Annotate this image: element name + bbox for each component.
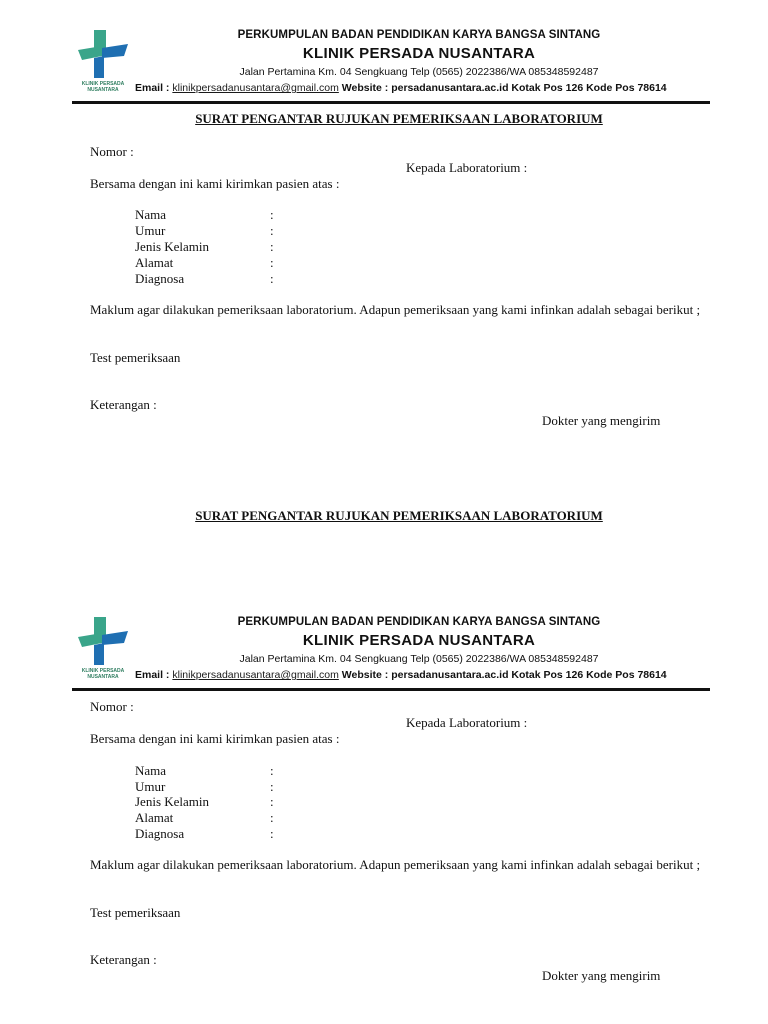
kepada-label: Kepada Laboratorium : (406, 160, 528, 175)
test-label: Test pemeriksaan (90, 905, 181, 920)
keterangan-label: Keterangan : (90, 397, 157, 412)
field-umur-label: Umur (135, 223, 166, 238)
form-title: SURAT PENGANTAR RUJUKAN PEMERIKSAAN LABORATORIUM (195, 111, 603, 126)
email-label: Email : (135, 669, 170, 681)
website-text: persadanusantara.ac.id Kotak Pos 126 Kode Pos 78614 (391, 82, 667, 94)
logo-text: KLINIK PERSADA NUSANTARA (81, 81, 125, 93)
field-nama-label: Nama (135, 763, 167, 778)
field-jenis-kelamin-label: Jenis Kelamin (135, 794, 210, 809)
signature-label: Dokter yang mengirim (542, 413, 661, 428)
field-jenis-kelamin-label: Jenis Kelamin (135, 239, 210, 254)
field-diagnosa-label: Diagnosa (135, 271, 185, 286)
kepada-label: Kepada Laboratorium : (406, 715, 528, 730)
email-link[interactable]: klinikpersadanusantara@gmail.com (172, 82, 339, 94)
field-nama-colon: : (270, 207, 274, 222)
logo-text: KLINIK PERSADA NUSANTARA (81, 668, 125, 680)
contact-line (135, 669, 667, 681)
form-title-repeat: SURAT PENGANTAR RUJUKAN PEMERIKSAAN LABORATORIUM (195, 508, 603, 523)
field-diagnosa-label: Diagnosa (135, 826, 185, 841)
nomor-label: Nomor : (90, 144, 134, 159)
clinic-address: Jalan Pertamina Km. 04 Sengkuang Telp (0565) 2022386/WA 085348592487 (239, 66, 599, 78)
field-alamat-label: Alamat (135, 255, 174, 270)
field-umur-colon: : (270, 223, 274, 238)
keterangan-label: Keterangan : (90, 952, 157, 967)
intro-text: Bersama dengan ini kami kirimkan pasien atas : (90, 176, 340, 191)
field-diagnosa-colon: : (270, 271, 274, 286)
field-nama-colon: : (270, 763, 274, 778)
website-label: Website : (341, 82, 389, 94)
body-paragraph: Maklum agar dilakukan pemeriksaan laboratorium. Adapun pemeriksaan yang kami infinkan adalah sebagai berikut ; (90, 857, 701, 872)
field-jenis-kelamin-colon: : (270, 239, 274, 254)
intro-text: Bersama dengan ini kami kirimkan pasien atas : (90, 731, 340, 746)
field-diagnosa-colon: : (270, 826, 274, 841)
organization-name: PERKUMPULAN BADAN PENDIDIKAN KARYA BANGSA SINTANG (237, 29, 601, 41)
field-jenis-kelamin-colon: : (270, 794, 274, 809)
organization-name: PERKUMPULAN BADAN PENDIDIKAN KARYA BANGSA SINTANG (237, 616, 601, 628)
website-text: persadanusantara.ac.id Kotak Pos 126 Kode Pos 78614 (391, 669, 667, 681)
nomor-label: Nomor : (90, 699, 134, 714)
field-nama-label: Nama (135, 207, 167, 222)
header-divider (72, 688, 710, 691)
clinic-address: Jalan Pertamina Km. 04 Sengkuang Telp (0565) 2022386/WA 085348592487 (239, 653, 599, 665)
field-umur-colon: : (270, 779, 274, 794)
field-alamat-label: Alamat (135, 810, 174, 825)
field-alamat-colon: : (270, 255, 274, 270)
test-label: Test pemeriksaan (90, 350, 181, 365)
email-link[interactable]: klinikpersadanusantara@gmail.com (172, 669, 339, 681)
header-divider (72, 101, 710, 104)
contact-line (135, 82, 667, 94)
field-alamat-colon: : (270, 810, 274, 825)
email-label: Email : (135, 82, 170, 94)
clinic-name: KLINIK PERSADA NUSANTARA (302, 45, 536, 62)
clinic-name: KLINIK PERSADA NUSANTARA (302, 632, 536, 649)
field-umur-label: Umur (135, 779, 166, 794)
website-label: Website : (341, 669, 389, 681)
signature-label: Dokter yang mengirim (542, 968, 661, 983)
body-paragraph: Maklum agar dilakukan pemeriksaan laboratorium. Adapun pemeriksaan yang kami infinkan adalah sebagai berikut ; (90, 302, 701, 317)
